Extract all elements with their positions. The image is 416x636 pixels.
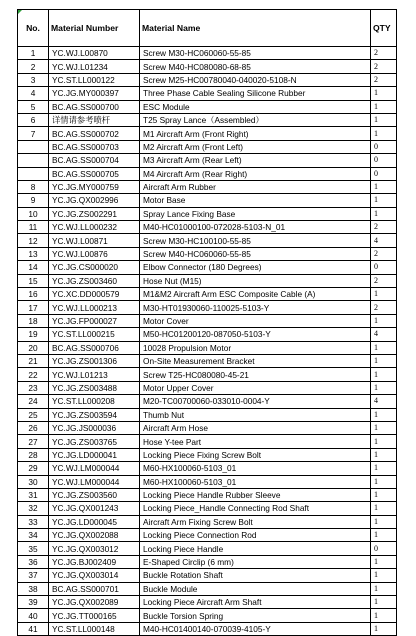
material-number-cell: YC.JG.QX002088 xyxy=(49,529,140,542)
material-name-cell: T25 Spray Lance（Assembled） xyxy=(140,113,371,126)
material-number-cell: 详情请参考喷杆 xyxy=(49,113,140,126)
material-name-cell: M30-HT01930060-110025-5103-Y xyxy=(140,301,371,314)
material-number-cell: YC.WJ.L00876 xyxy=(49,247,140,260)
table-row xyxy=(18,609,397,622)
table-row xyxy=(18,221,397,234)
material-name-cell: M20-TC00700060-033010-0004-Y xyxy=(140,395,371,408)
table-row xyxy=(18,127,397,140)
table-row xyxy=(18,542,397,555)
row-no-cell: 14 xyxy=(18,261,49,274)
material-number-cell: YC.JG.ZS003594 xyxy=(49,408,140,421)
material-number-cell: YC.JG.TT000165 xyxy=(49,609,140,622)
qty-cell: 1 xyxy=(371,408,397,421)
header-material-number: Material Number xyxy=(49,10,140,47)
row-no-cell: 22 xyxy=(18,368,49,381)
material-number-cell: YC.XC.DD000579 xyxy=(49,288,140,301)
row-no-cell: 37 xyxy=(18,569,49,582)
qty-cell: 1 xyxy=(371,87,397,100)
table-row xyxy=(18,328,397,341)
row-no-cell: 7 xyxy=(18,127,49,140)
qty-cell: 2 xyxy=(371,47,397,60)
qty-cell: 1 xyxy=(371,609,397,622)
material-name-cell: Aircraft Arm Rubber xyxy=(140,180,371,193)
table-row xyxy=(18,622,397,635)
material-name-cell: Motor Cover xyxy=(140,314,371,327)
qty-cell: 1 xyxy=(371,127,397,140)
material-name-cell: Hose Nut (M15) xyxy=(140,274,371,287)
material-number-cell: BC.AG.SS000704 xyxy=(49,154,140,167)
material-number-cell: BC.AG.SS000705 xyxy=(49,167,140,180)
material-name-cell: Spray Lance Fixing Base xyxy=(140,207,371,220)
material-number-cell: YC.ST.LL000208 xyxy=(49,395,140,408)
table-row xyxy=(18,502,397,515)
row-no-cell xyxy=(18,140,49,153)
table-row xyxy=(18,354,397,367)
table-row xyxy=(18,314,397,327)
material-number-cell: YC.JG.JS000036 xyxy=(49,421,140,434)
qty-cell: 2 xyxy=(371,60,397,73)
row-no-cell: 25 xyxy=(18,408,49,421)
table-row xyxy=(18,488,397,501)
qty-cell: 1 xyxy=(371,555,397,568)
material-name-cell: Screw T25-HC080080-45-21 xyxy=(140,368,371,381)
material-name-cell: Elbow Connector (180 Degrees) xyxy=(140,261,371,274)
header-row xyxy=(18,10,397,47)
qty-cell: 1 xyxy=(371,475,397,488)
material-name-cell: M1 Aircraft Arm (Front Right) xyxy=(140,127,371,140)
row-no-cell: 5 xyxy=(18,100,49,113)
table-row xyxy=(18,234,397,247)
table-row xyxy=(18,421,397,434)
table-body xyxy=(18,47,397,636)
material-name-cell: M4 Aircraft Arm (Rear Right) xyxy=(140,167,371,180)
row-no-cell: 17 xyxy=(18,301,49,314)
material-name-cell: M2 Aircraft Arm (Front Left) xyxy=(140,140,371,153)
material-name-cell: On-Site Measurement Bracket xyxy=(140,354,371,367)
material-name-cell: M1&M2 Aircraft Arm ESC Composite Cable (A) xyxy=(140,288,371,301)
row-no-cell: 6 xyxy=(18,113,49,126)
material-name-cell: Hose Y-tee Part xyxy=(140,435,371,448)
material-number-cell: BC.AG.SS000702 xyxy=(49,127,140,140)
qty-cell: 0 xyxy=(371,140,397,153)
material-name-cell: ESC Module xyxy=(140,100,371,113)
table-row xyxy=(18,582,397,595)
material-name-cell: Screw M25-HC00780040-040020-5108-N xyxy=(140,73,371,86)
row-no-cell: 32 xyxy=(18,502,49,515)
material-name-cell: Buckle Rotation Shaft xyxy=(140,569,371,582)
material-name-cell: Buckle Torsion Spring xyxy=(140,609,371,622)
row-no-cell: 41 xyxy=(18,622,49,635)
row-no-cell: 29 xyxy=(18,462,49,475)
qty-cell: 1 xyxy=(371,113,397,126)
table-row xyxy=(18,47,397,60)
row-no-cell: 20 xyxy=(18,341,49,354)
table-header xyxy=(18,10,397,47)
material-number-cell: YC.JG.QX003012 xyxy=(49,542,140,555)
table-row xyxy=(18,569,397,582)
row-no-cell: 13 xyxy=(18,247,49,260)
table-row xyxy=(18,462,397,475)
material-number-cell: YC.JG.ZS002291 xyxy=(49,207,140,220)
table-row xyxy=(18,87,397,100)
material-number-cell: YC.JG.LD000041 xyxy=(49,448,140,461)
qty-cell: 1 xyxy=(371,529,397,542)
row-no-cell: 8 xyxy=(18,180,49,193)
material-name-cell: M60-HX100060-5103_01 xyxy=(140,462,371,475)
material-name-cell: Screw M30-HC060060-55-85 xyxy=(140,47,371,60)
table-row xyxy=(18,529,397,542)
material-number-cell: YC.JG.MY000759 xyxy=(49,180,140,193)
qty-cell: 2 xyxy=(371,274,397,287)
material-number-cell: YC.WJ.L00871 xyxy=(49,234,140,247)
header-no: No. xyxy=(18,10,49,47)
material-name-cell: Locking Piece Connection Rod xyxy=(140,529,371,542)
table-row xyxy=(18,368,397,381)
row-no-cell: 39 xyxy=(18,596,49,609)
material-name-cell: Locking Piece Fixing Screw Bolt xyxy=(140,448,371,461)
row-no-cell: 30 xyxy=(18,475,49,488)
qty-cell: 1 xyxy=(371,448,397,461)
row-no-cell: 2 xyxy=(18,60,49,73)
material-number-cell: BC.AG.SS000701 xyxy=(49,582,140,595)
row-no-cell: 1 xyxy=(18,47,49,60)
material-name-cell: Motor Base xyxy=(140,194,371,207)
row-no-cell: 10 xyxy=(18,207,49,220)
row-no-cell: 27 xyxy=(18,435,49,448)
material-number-cell: YC.ST.LL000122 xyxy=(49,73,140,86)
row-no-cell: 23 xyxy=(18,381,49,394)
qty-cell: 4 xyxy=(371,234,397,247)
material-number-cell: YC.JG.ZS003765 xyxy=(49,435,140,448)
table-row xyxy=(18,288,397,301)
row-no-cell: 33 xyxy=(18,515,49,528)
table-row xyxy=(18,113,397,126)
qty-cell: 1 xyxy=(371,596,397,609)
material-name-cell: Aircraft Arm Fixing Screw Bolt xyxy=(140,515,371,528)
row-no-cell xyxy=(18,154,49,167)
material-number-cell: YC.JG.QX003014 xyxy=(49,569,140,582)
table-row xyxy=(18,194,397,207)
header-qty: QTY xyxy=(371,10,397,47)
material-name-cell: Locking Piece_Handle Connecting Rod Shaft xyxy=(140,502,371,515)
table-row xyxy=(18,408,397,421)
qty-cell: 1 xyxy=(371,194,397,207)
qty-cell: 1 xyxy=(371,488,397,501)
row-no-cell: 16 xyxy=(18,288,49,301)
material-number-cell: YC.ST.LL000215 xyxy=(49,328,140,341)
row-no-cell: 28 xyxy=(18,448,49,461)
qty-cell: 0 xyxy=(371,261,397,274)
table-row xyxy=(18,515,397,528)
parts-table xyxy=(17,9,397,636)
table-row xyxy=(18,555,397,568)
qty-cell: 1 xyxy=(371,341,397,354)
qty-cell: 2 xyxy=(371,247,397,260)
row-no-cell: 40 xyxy=(18,609,49,622)
material-name-cell: Buckle Module xyxy=(140,582,371,595)
material-number-cell: YC.WJ.LM000044 xyxy=(49,475,140,488)
row-no-cell: 34 xyxy=(18,529,49,542)
row-no-cell: 26 xyxy=(18,421,49,434)
table-row xyxy=(18,100,397,113)
material-name-cell: Screw M40-HC060060-55-85 xyxy=(140,247,371,260)
parts-list-sheet xyxy=(17,9,396,636)
material-name-cell: M3 Aircraft Arm (Rear Left) xyxy=(140,154,371,167)
material-number-cell: YC.WJ.L01213 xyxy=(49,368,140,381)
material-number-cell: YC.JG.LD000045 xyxy=(49,515,140,528)
table-row xyxy=(18,435,397,448)
material-number-cell: YC.JG.FP000027 xyxy=(49,314,140,327)
material-name-cell: Locking Piece Aircraft Arm Shaft xyxy=(140,596,371,609)
material-number-cell: YC.JG.ZS001306 xyxy=(49,354,140,367)
material-number-cell: YC.JG.BJ002409 xyxy=(49,555,140,568)
qty-cell: 1 xyxy=(371,288,397,301)
table-row xyxy=(18,274,397,287)
material-number-cell: YC.WJ.LM000044 xyxy=(49,462,140,475)
qty-cell: 1 xyxy=(371,354,397,367)
material-number-cell: YC.JG.QX002089 xyxy=(49,596,140,609)
qty-cell: 1 xyxy=(371,180,397,193)
qty-cell: 2 xyxy=(371,73,397,86)
qty-cell: 1 xyxy=(371,502,397,515)
table-row xyxy=(18,341,397,354)
table-row xyxy=(18,247,397,260)
row-no-cell: 15 xyxy=(18,274,49,287)
row-no-cell: 9 xyxy=(18,194,49,207)
material-number-cell: YC.JG.ZS003460 xyxy=(49,274,140,287)
table-row xyxy=(18,154,397,167)
qty-cell: 1 xyxy=(371,381,397,394)
material-number-cell: YC.WJ.LL000232 xyxy=(49,221,140,234)
qty-cell: 2 xyxy=(371,221,397,234)
material-number-cell: BC.AG.SS000706 xyxy=(49,341,140,354)
material-number-cell: YC.JG.QX002996 xyxy=(49,194,140,207)
table-row xyxy=(18,167,397,180)
qty-cell: 0 xyxy=(371,542,397,555)
table-row xyxy=(18,301,397,314)
row-no-cell: 19 xyxy=(18,328,49,341)
table-row xyxy=(18,140,397,153)
row-no-cell: 31 xyxy=(18,488,49,501)
material-name-cell: M40-HC01400140-070039-4105-Y xyxy=(140,622,371,635)
qty-cell: 0 xyxy=(371,154,397,167)
table-row xyxy=(18,475,397,488)
table-row xyxy=(18,207,397,220)
material-name-cell: M50-HC01200120-087050-5103-Y xyxy=(140,328,371,341)
material-number-cell: YC.WJ.L01234 xyxy=(49,60,140,73)
table-row xyxy=(18,395,397,408)
material-name-cell: Screw M30-HC100100-55-85 xyxy=(140,234,371,247)
material-number-cell: BC.AG.SS000703 xyxy=(49,140,140,153)
table-row xyxy=(18,73,397,86)
row-no-cell: 12 xyxy=(18,234,49,247)
qty-cell: 1 xyxy=(371,314,397,327)
material-number-cell: YC.JG.CS000020 xyxy=(49,261,140,274)
material-name-cell: Three Phase Cable Sealing Silicone Rubber xyxy=(140,87,371,100)
material-number-cell: BC.AG.SS000700 xyxy=(49,100,140,113)
row-no-cell: 24 xyxy=(18,395,49,408)
material-number-cell: YC.WJ.LL000213 xyxy=(49,301,140,314)
material-number-cell: YC.JG.ZS003560 xyxy=(49,488,140,501)
qty-cell: 1 xyxy=(371,462,397,475)
qty-cell: 2 xyxy=(371,301,397,314)
row-no-cell: 38 xyxy=(18,582,49,595)
row-no-cell: 35 xyxy=(18,542,49,555)
qty-cell: 1 xyxy=(371,622,397,635)
material-name-cell: Thumb Nut xyxy=(140,408,371,421)
material-name-cell: Locking Piece Handle xyxy=(140,542,371,555)
material-name-cell: Motor Upper Cover xyxy=(140,381,371,394)
material-number-cell: YC.WJ.L00870 xyxy=(49,47,140,60)
qty-cell: 1 xyxy=(371,582,397,595)
qty-cell: 4 xyxy=(371,395,397,408)
table-row xyxy=(18,596,397,609)
row-no-cell: 21 xyxy=(18,354,49,367)
qty-cell: 1 xyxy=(371,515,397,528)
material-name-cell: Aircraft Arm Hose xyxy=(140,421,371,434)
material-number-cell: YC.ST.LL000148 xyxy=(49,622,140,635)
material-name-cell: M60-HX100060-5103_01 xyxy=(140,475,371,488)
material-name-cell: Locking Piece Handle Rubber Sleeve xyxy=(140,488,371,501)
row-no-cell: 36 xyxy=(18,555,49,568)
qty-cell: 1 xyxy=(371,435,397,448)
qty-cell: 4 xyxy=(371,328,397,341)
qty-cell: 1 xyxy=(371,100,397,113)
table-row xyxy=(18,448,397,461)
row-no-cell: 4 xyxy=(18,87,49,100)
row-no-cell: 11 xyxy=(18,221,49,234)
material-name-cell: 10028 Propulsion Motor xyxy=(140,341,371,354)
row-no-cell: 3 xyxy=(18,73,49,86)
table-row xyxy=(18,60,397,73)
header-material-name: Material Name xyxy=(140,10,371,47)
qty-cell: 1 xyxy=(371,207,397,220)
qty-cell: 0 xyxy=(371,167,397,180)
material-name-cell: M40-HC01000100-072028-5103-N_01 xyxy=(140,221,371,234)
row-no-cell: 18 xyxy=(18,314,49,327)
qty-cell: 1 xyxy=(371,421,397,434)
qty-cell: 1 xyxy=(371,368,397,381)
table-row xyxy=(18,180,397,193)
table-row xyxy=(18,381,397,394)
material-number-cell: YC.JG.QX001243 xyxy=(49,502,140,515)
material-number-cell: YC.JG.ZS003488 xyxy=(49,381,140,394)
material-number-cell: YC.JG.MY000397 xyxy=(49,87,140,100)
material-name-cell: E-Shaped Circlip (6 mm) xyxy=(140,555,371,568)
table-row xyxy=(18,261,397,274)
material-name-cell: Screw M40-HC080080-68-85 xyxy=(140,60,371,73)
row-no-cell xyxy=(18,167,49,180)
qty-cell: 1 xyxy=(371,569,397,582)
